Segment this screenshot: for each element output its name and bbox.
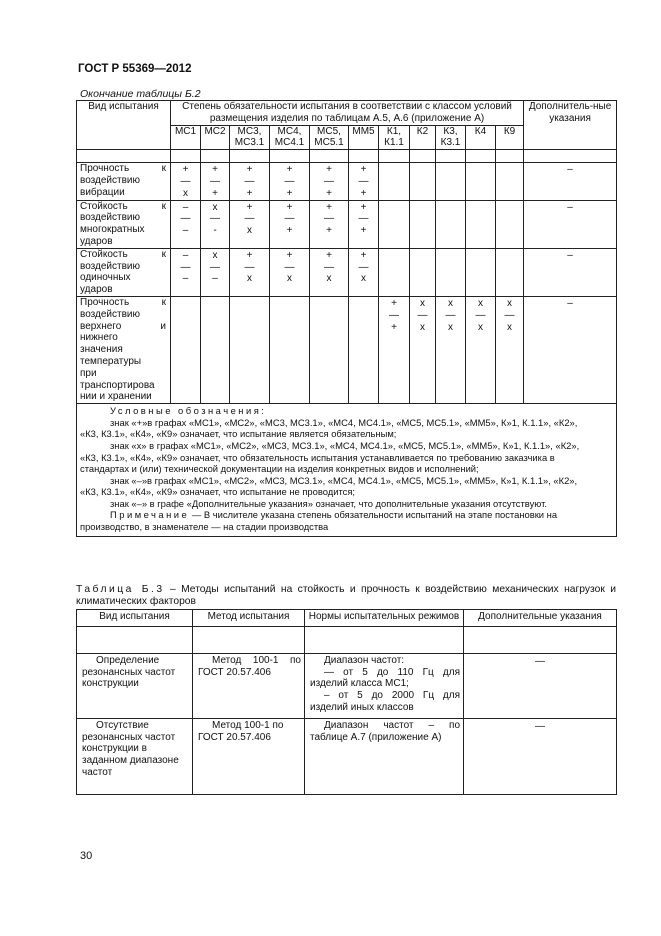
b3-header-additional: Дополнительные указания (464, 610, 617, 627)
denominator-mark: х (448, 321, 453, 333)
fraction-bar: — (475, 309, 486, 321)
numerator-mark: + (246, 164, 253, 176)
additional-cell: – (524, 296, 617, 403)
fraction-bar: — (244, 213, 255, 225)
numerator-mark: + (286, 249, 293, 261)
mark-cell (410, 200, 436, 248)
test-type-line (80, 284, 166, 296)
test-type-line (80, 224, 166, 236)
legend-plus-line1: знак «+»в графах «МС1», «МС2», «МС3, МС3.1», «МС4, МС4.1», «МС5, МС5.1», «ММ5», К»1, К.1.1», «К2», (110, 416, 578, 428)
mark-cell (349, 163, 379, 200)
test-type-word: нии и хранении (80, 391, 152, 403)
numerator-mark: х (507, 297, 513, 309)
denominator-mark: х (326, 273, 332, 285)
test-type-line (80, 163, 166, 175)
test-type-line (80, 272, 166, 284)
note-line2: производство, в знаменателе — на стадии производства (80, 521, 329, 533)
class-header-cell: МС3, МС3.1 (230, 125, 270, 150)
mark-cell (270, 200, 310, 248)
mark-cell (171, 248, 201, 296)
test-type-word: к (161, 163, 166, 175)
table-row (77, 653, 617, 718)
mark-cell (436, 200, 466, 248)
numerator-mark: + (326, 249, 332, 261)
mark-cell (496, 200, 524, 248)
test-type-line (80, 187, 166, 199)
denominator-mark: х (287, 273, 292, 285)
fraction-bar: — (244, 175, 255, 187)
numerator-mark: + (182, 164, 189, 176)
fraction-bar: — (358, 261, 369, 273)
numerator-mark: + (212, 164, 218, 176)
mark-cell (171, 163, 201, 200)
table-row (77, 718, 617, 794)
denominator-mark: – (182, 225, 189, 237)
legend-x-line3: стандартах и (или) технической документации на изделия конкретных видов и исполнений; (80, 463, 479, 475)
numerator-mark: х (212, 249, 218, 261)
class-header-cell: МС4, МС4.1 (270, 125, 310, 150)
numerator-mark: + (286, 164, 293, 176)
mark-cell (379, 248, 410, 296)
numerator-mark: х (420, 297, 425, 309)
test-type-word: при (80, 367, 97, 379)
test-type-word: ударов (80, 284, 113, 296)
test-type-line (80, 391, 166, 403)
b3-row1-norms-line2: – от 5 до 2000 Гц для изделий иных классов (310, 690, 460, 713)
page-number: 30 (80, 850, 93, 862)
note-text: — В числителе указана степень обязательности испытаний на этапе постановки на (189, 509, 558, 521)
fraction-bar: — (284, 213, 295, 225)
mark-cell (270, 296, 310, 403)
table-b3-title: – Методы испытаний на стойкость и прочность к воздействию механических нагрузок и климатических факторов (76, 584, 616, 607)
mark-cell (349, 248, 379, 296)
legend-plus-line2: «К3, К3.1», «К4», «К9» означает, что испытание является обязательным; (80, 428, 397, 440)
denominator-mark: + (326, 225, 332, 237)
denominator-mark: х (361, 273, 366, 285)
numerator-mark: – (182, 201, 189, 213)
b3-row1-method: Метод 100-1 по ГОСТ 20.57.406 (193, 653, 305, 718)
test-type-line (80, 236, 166, 248)
legend-x-line2: «К3, К3.1», «К4», «К9» означает, что обязательность испытания устанавливается по требованию заказчика в (80, 451, 555, 463)
mark-cell (310, 248, 349, 296)
test-type-word: вибрации (80, 186, 125, 198)
denominator-mark: + (360, 187, 367, 199)
numerator-mark: + (360, 164, 367, 176)
class-header-cell: ММ5 (349, 125, 379, 150)
table-row (77, 296, 617, 403)
numerator-mark: х (448, 297, 453, 309)
mark-cell (379, 200, 410, 248)
additional-cell: – (524, 163, 617, 200)
fraction-bar: — (389, 309, 399, 321)
b3-spacer-row (77, 626, 617, 653)
fraction-bar: — (324, 175, 334, 187)
b3-row2-additional: — (464, 718, 617, 794)
mark-cell (410, 296, 436, 403)
test-type-line (80, 249, 166, 261)
test-type-word: значения (80, 344, 123, 356)
mark-cell (201, 248, 230, 296)
numerator-mark: х (478, 297, 483, 309)
class-header-cell: МС1 (171, 125, 201, 150)
mark-cell (201, 163, 230, 200)
mark-cell (270, 248, 310, 296)
class-header-cell: МС5, МС5.1 (310, 125, 349, 150)
fraction-bar: — (244, 261, 255, 273)
test-type-line (80, 309, 166, 321)
class-header-cell: МС2 (201, 125, 230, 150)
numerator-mark: + (246, 201, 253, 213)
numerator-mark: + (326, 201, 332, 213)
denominator-mark: х (247, 225, 252, 237)
test-type-word: нижнего (80, 332, 118, 344)
test-type-word: к (161, 296, 166, 308)
test-type-line (80, 344, 166, 356)
table-continuation-caption: Окончание таблицы Б.2 (80, 88, 201, 100)
mark-cell (436, 163, 466, 200)
mark-cell (410, 163, 436, 200)
numerator-mark: + (246, 249, 253, 261)
numerator-mark: – (182, 249, 189, 261)
legend-x-line1: знак «х» в графах «МС1», «МС2», «МС3, МС3.1», «МС4, МС4.1», «МС5, МС5.1», «ММ5», К»1, К.1.1», «К2», (110, 439, 580, 451)
fraction-bar: — (417, 309, 428, 321)
table-b3-label: Таблица Б.3 (76, 584, 165, 595)
denominator-mark: + (391, 321, 397, 333)
denominator-mark: + (246, 187, 253, 199)
mark-cell (270, 163, 310, 200)
class-header-cell: К2 (410, 125, 436, 150)
mark-cell (310, 296, 349, 403)
test-type-word: многократных (80, 224, 145, 236)
table-b3-caption (76, 584, 616, 607)
mark-cell (230, 163, 270, 200)
test-type-line (80, 201, 166, 213)
header-degree: Степень обязательности испытания в соответствии с классом условий размещения изделия по таблицам А.5, А.6 (приложение А) (171, 101, 524, 126)
numerator-mark: + (360, 249, 367, 261)
test-type-line (80, 212, 166, 224)
b3-row2-method: Метод 100-1 по ГОСТ 20.57.406 (193, 718, 305, 794)
table-row (77, 200, 617, 248)
test-type-cell (77, 248, 171, 296)
denominator-mark: х (507, 321, 513, 333)
fraction-bar: — (324, 213, 334, 225)
denominator-mark: – (212, 273, 218, 285)
numerator-mark: + (360, 201, 367, 213)
fraction-bar: — (284, 261, 295, 273)
mark-cell (230, 200, 270, 248)
test-type-word: и (160, 320, 166, 332)
denominator-mark: х (247, 273, 252, 285)
b3-row2-test-type: Отсутствие резонансных частот конструкции в заданном диапазоне частот (77, 718, 193, 794)
b3-row2-norms: Диапазон частот – по таблице А.7 (приложение А) (305, 718, 464, 794)
fraction-bar: — (180, 213, 191, 225)
legend-minus-line2: «К3, К3.1», «К4», «К9» означает, что испытание не проводится; (80, 486, 356, 498)
legend-title: Условные обозначения: (110, 405, 267, 417)
denominator-mark: х (420, 321, 425, 333)
test-type-word: транспортирова (80, 379, 155, 391)
b3-row1-norms (305, 653, 464, 718)
mark-cell (201, 296, 230, 403)
test-type-line (80, 368, 166, 380)
b3-header-method: Метод испытания (193, 610, 305, 627)
mark-cell (349, 200, 379, 248)
mark-cell (379, 163, 410, 200)
test-type-line (80, 297, 166, 309)
denominator-mark: - (213, 225, 217, 237)
legend-minus-line1: знак «–»в графах «МС1», «МС2», «МС3, МС3.1», «МС4, МС4.1», «МС5, МС5.1», «ММ5», К»1, К.1.1», «К2», (110, 474, 578, 486)
test-type-cell (77, 296, 171, 403)
test-type-word: воздействию (80, 260, 140, 272)
additional-cell: – (524, 248, 617, 296)
mark-cell (171, 296, 201, 403)
test-type-line (80, 380, 166, 392)
denominator-mark: – (182, 273, 189, 285)
mark-cell (466, 200, 496, 248)
test-type-word: Прочность (80, 296, 130, 308)
fraction-bar: — (210, 261, 220, 273)
mark-cell (436, 296, 466, 403)
mark-cell (466, 163, 496, 200)
denominator-mark: х (183, 187, 188, 199)
mark-cell (436, 248, 466, 296)
test-type-line (80, 332, 166, 344)
note-line1 (80, 509, 612, 521)
test-type-word: Стойкость (80, 200, 128, 212)
table-b2-body (77, 163, 617, 404)
mark-cell (496, 296, 524, 403)
mark-cell (171, 200, 201, 248)
fraction-bar: — (445, 309, 456, 321)
numerator-mark: + (391, 297, 397, 309)
test-type-cell (77, 163, 171, 200)
fraction-bar: — (324, 261, 334, 273)
mark-cell (310, 200, 349, 248)
table-row (77, 163, 617, 200)
test-type-word: Стойкость (80, 248, 128, 260)
table-b3 (76, 609, 617, 795)
test-type-cell (77, 200, 171, 248)
denominator-mark: + (326, 187, 332, 199)
fraction-bar: — (358, 175, 369, 187)
b3-header-norms: Нормы испытательных режимов (305, 610, 464, 627)
b3-header-test-type: Вид испытания (77, 610, 193, 627)
test-type-word: одиночных (80, 272, 131, 284)
denominator-mark: + (360, 225, 367, 237)
test-type-line (80, 321, 166, 333)
b3-row1-additional: — (464, 653, 617, 718)
b3-row1-norms-title: Диапазон частот: (324, 654, 405, 666)
test-type-line (80, 356, 166, 368)
table-b2 (76, 100, 617, 537)
fraction-bar: — (210, 175, 220, 187)
table-row (77, 248, 617, 296)
test-type-line (80, 175, 166, 187)
fraction-bar: — (180, 175, 191, 187)
mark-cell (310, 163, 349, 200)
b3-row1-norms-line1: — от 5 до 110 Гц для изделий класса МС1; (310, 666, 460, 690)
test-type-line (80, 261, 166, 273)
fraction-bar: — (210, 213, 220, 225)
mark-cell (379, 296, 410, 403)
additional-cell: – (524, 200, 617, 248)
mark-cell (496, 163, 524, 200)
fraction-bar: — (284, 175, 295, 187)
numerator-mark: х (212, 201, 218, 213)
class-header-cell: К4 (466, 125, 496, 150)
document-code: ГОСТ Р 55369—2012 (78, 63, 192, 75)
legend-notes (77, 404, 617, 537)
class-header-cell: К9 (496, 125, 524, 150)
fraction-bar: — (180, 261, 191, 273)
denominator-mark: + (286, 225, 293, 237)
denominator-mark: + (212, 187, 218, 199)
test-type-word: воздействию (80, 308, 140, 320)
numerator-mark: + (326, 164, 332, 176)
mark-cell (201, 200, 230, 248)
denominator-mark: + (286, 187, 293, 199)
test-type-word: ударов (80, 235, 113, 247)
class-header-cell: К3, К3.1 (436, 125, 466, 150)
fraction-bar: — (358, 213, 369, 225)
mark-cell (230, 296, 270, 403)
test-type-word: воздействию (80, 174, 140, 186)
legend-dash-line: знак «–» в графе «Дополнительные указания» означает, что дополнительные указания отсутствуют. (110, 497, 547, 509)
header-additional: Дополнитель-ные указания (524, 101, 617, 150)
test-type-word: к (161, 248, 166, 260)
denominator-mark: х (478, 321, 483, 333)
mark-cell (410, 248, 436, 296)
mark-cell (496, 248, 524, 296)
test-type-word: Прочность (80, 163, 130, 175)
numerator-mark: + (286, 201, 293, 213)
test-type-word: к (161, 200, 166, 212)
note-label: Примечание (110, 509, 190, 521)
fraction-bar: — (504, 309, 515, 321)
test-type-word: воздействию (80, 212, 140, 224)
mark-cell (466, 296, 496, 403)
spacer-row (77, 150, 617, 163)
mark-cell (349, 296, 379, 403)
test-type-word: температуры (80, 355, 142, 367)
mark-cell (230, 248, 270, 296)
test-type-word: верхнего (80, 320, 122, 332)
class-header-cell: К1, К1.1 (379, 125, 410, 150)
header-test-type: Вид испытания (77, 101, 171, 150)
mark-cell (466, 248, 496, 296)
b3-row1-test-type: Определение резонансных частот конструкции (77, 653, 193, 718)
